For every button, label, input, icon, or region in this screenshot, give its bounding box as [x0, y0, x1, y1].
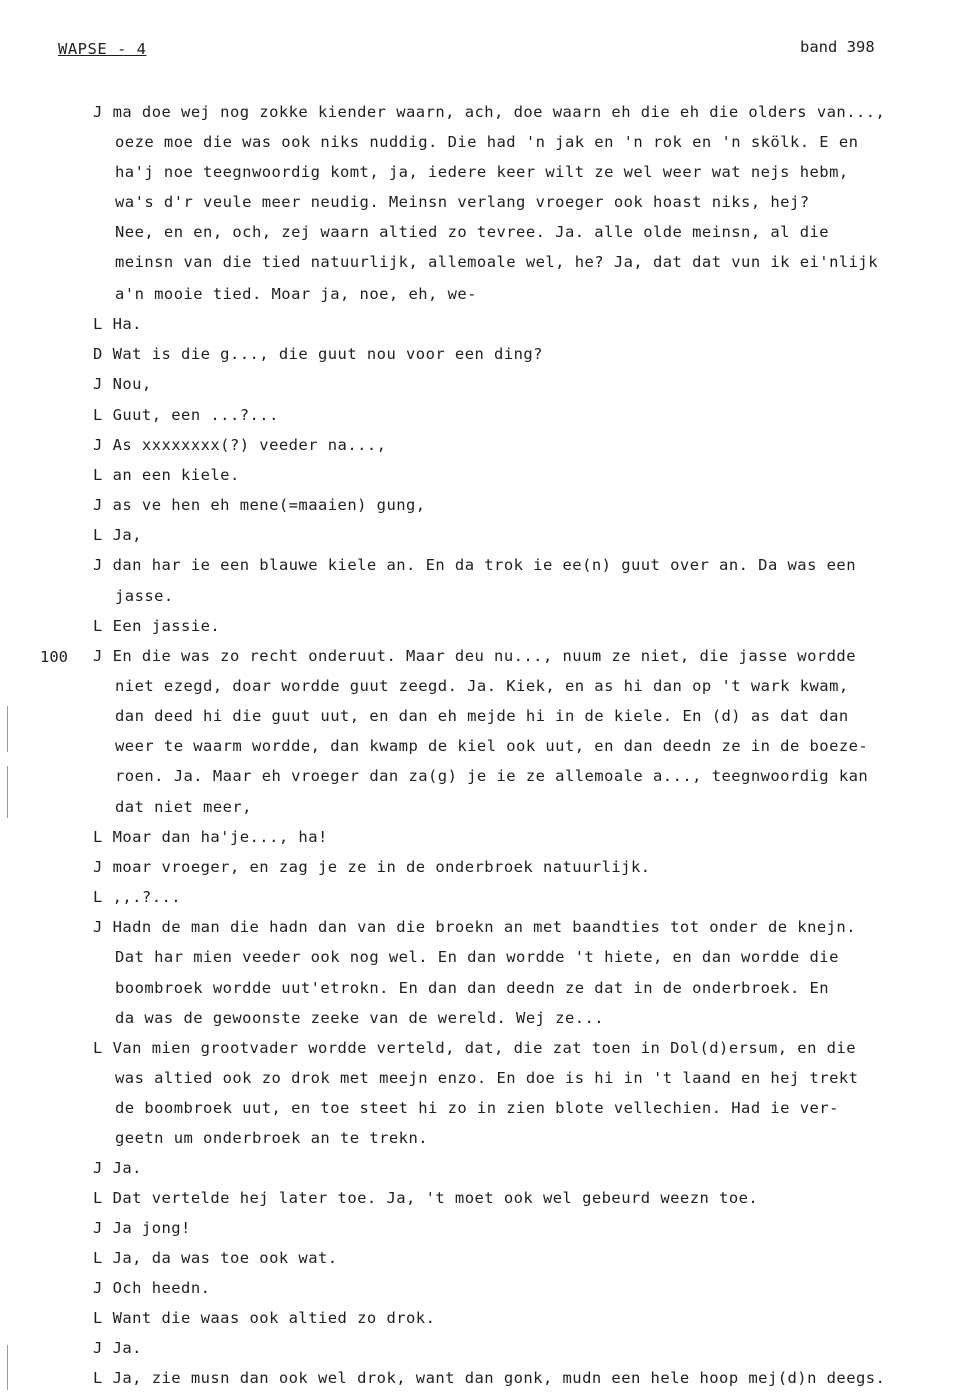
header-title: WAPSE - 4	[58, 40, 147, 58]
margin-mark	[7, 766, 8, 818]
transcript-line: jasse.	[115, 587, 174, 605]
transcript-line: J dan har ie een blauwe kiele an. En da trok ie ee(n) guut over an. Da was een	[93, 556, 856, 574]
transcript-line: weer te waarm wordde, dan kwamp de kiel ook uut, en dan deedn ze in de boeze-	[115, 737, 869, 755]
transcript-line: dat niet meer,	[115, 798, 252, 816]
transcript-line: a'n mooie tied. Moar ja, noe, eh, we-	[115, 285, 477, 303]
transcript-line: ha'j noe teegnwoordig komt, ja, iedere keer wilt ze wel weer wat nejs hebm,	[115, 163, 849, 181]
transcript-line: L ,,.?...	[93, 888, 182, 906]
transcript-line: was altied ook zo drok met meejn enzo. En doe is hi in 't laand en hej trekt	[115, 1069, 859, 1087]
transcript-line: L Ha.	[93, 315, 142, 333]
transcript-line: de boombroek uut, en toe steet hi zo in zien blote vellechien. Had ie ver-	[115, 1099, 839, 1117]
transcript-line: J Hadn de man die hadn dan van die broekn an met baandties tot onder de knejn.	[93, 918, 856, 936]
transcript-line: L Want die waas ook altied zo drok.	[93, 1309, 436, 1327]
transcript-line: boombroek wordde uut'etrokn. En dan dan deedn ze dat in de onderbroek. En	[115, 979, 830, 997]
margin-line-number: 100	[40, 648, 68, 666]
transcript-line: L Van mien grootvader wordde verteld, dat, die zat toen in Dol(d)ersum, en die	[93, 1039, 856, 1057]
transcript-line: dan deed hi die guut uut, en dan eh mejde hi in de kiele. En (d) as dat dan	[115, 707, 849, 725]
transcript-line: L Ja, zie musn dan ook wel drok, want dan gonk, mudn een hele hoop mej(d)n deegs.	[93, 1369, 886, 1387]
transcript-line: J as ve hen eh mene(=maaien) gung,	[93, 496, 426, 514]
transcript-line: niet ezegd, doar wordde guut zeegd. Ja. Kiek, en as hi dan op 't wark kwam,	[115, 677, 849, 695]
transcript-line: J As xxxxxxxx(?) veeder na...,	[93, 436, 387, 454]
transcript-line: L Ja,	[93, 526, 142, 544]
transcript-line: J ma doe wej nog zokke kiender waarn, ach, doe waarn eh die eh die olders van...,	[93, 103, 886, 121]
transcript-line: roen. Ja. Maar eh vroeger dan za(g) je ie ze allemoale a..., teegnwoordig kan	[115, 767, 869, 785]
transcript-line: L an een kiele.	[93, 466, 240, 484]
transcript-line: Nee, en en, och, zej waarn altied zo tevree. Ja. alle olde meinsn, al die	[115, 223, 830, 241]
transcript-line: L Dat vertelde hej later toe. Ja, 't moet ook wel gebeurd weezn toe.	[93, 1189, 759, 1207]
transcript-line: L Guut, een ...?...	[93, 406, 279, 424]
transcript-line: L Een jassie.	[93, 617, 221, 635]
transcript-line: J En die was zo recht onderuut. Maar deu nu..., nuum ze niet, die jasse wordde	[93, 647, 856, 665]
transcript-line: D Wat is die g..., die guut nou voor een ding?	[93, 345, 543, 363]
transcript-line: geetn um onderbroek an te trekn.	[115, 1129, 429, 1147]
transcript-line: J Ja.	[93, 1339, 142, 1357]
transcript-line: meinsn van die tied natuurlijk, allemoale wel, he? Ja, dat dat vun ik ei'nlijk	[115, 253, 878, 271]
transcript-line: L Ja, da was toe ook wat.	[93, 1249, 338, 1267]
transcript-line: J Ja jong!	[93, 1219, 191, 1237]
transcript-line: L Moar dan ha'je..., ha!	[93, 828, 328, 846]
transcript-line: Dat har mien veeder ook nog wel. En dan wordde 't hiete, en dan wordde die	[115, 948, 839, 966]
transcript-line: da was de gewoonste zeeke van de wereld. Wej ze...	[115, 1009, 605, 1027]
transcript-line: J Nou,	[93, 375, 152, 393]
margin-mark	[7, 1345, 8, 1390]
transcript-line: J moar vroeger, en zag je ze in de onderbroek natuurlijk.	[93, 858, 651, 876]
transcript-line: oeze moe die was ook niks nuddig. Die had 'n jak en 'n rok en 'n skölk. E en	[115, 133, 859, 151]
transcript-line: wa's d'r veule meer neudig. Meinsn verlang vroeger ook hoast niks, hej?	[115, 193, 810, 211]
margin-mark	[7, 706, 8, 752]
transcript-line: J Och heedn.	[93, 1279, 211, 1297]
header-tape-number: band 398	[800, 38, 875, 56]
transcript-line: J Ja.	[93, 1159, 142, 1177]
